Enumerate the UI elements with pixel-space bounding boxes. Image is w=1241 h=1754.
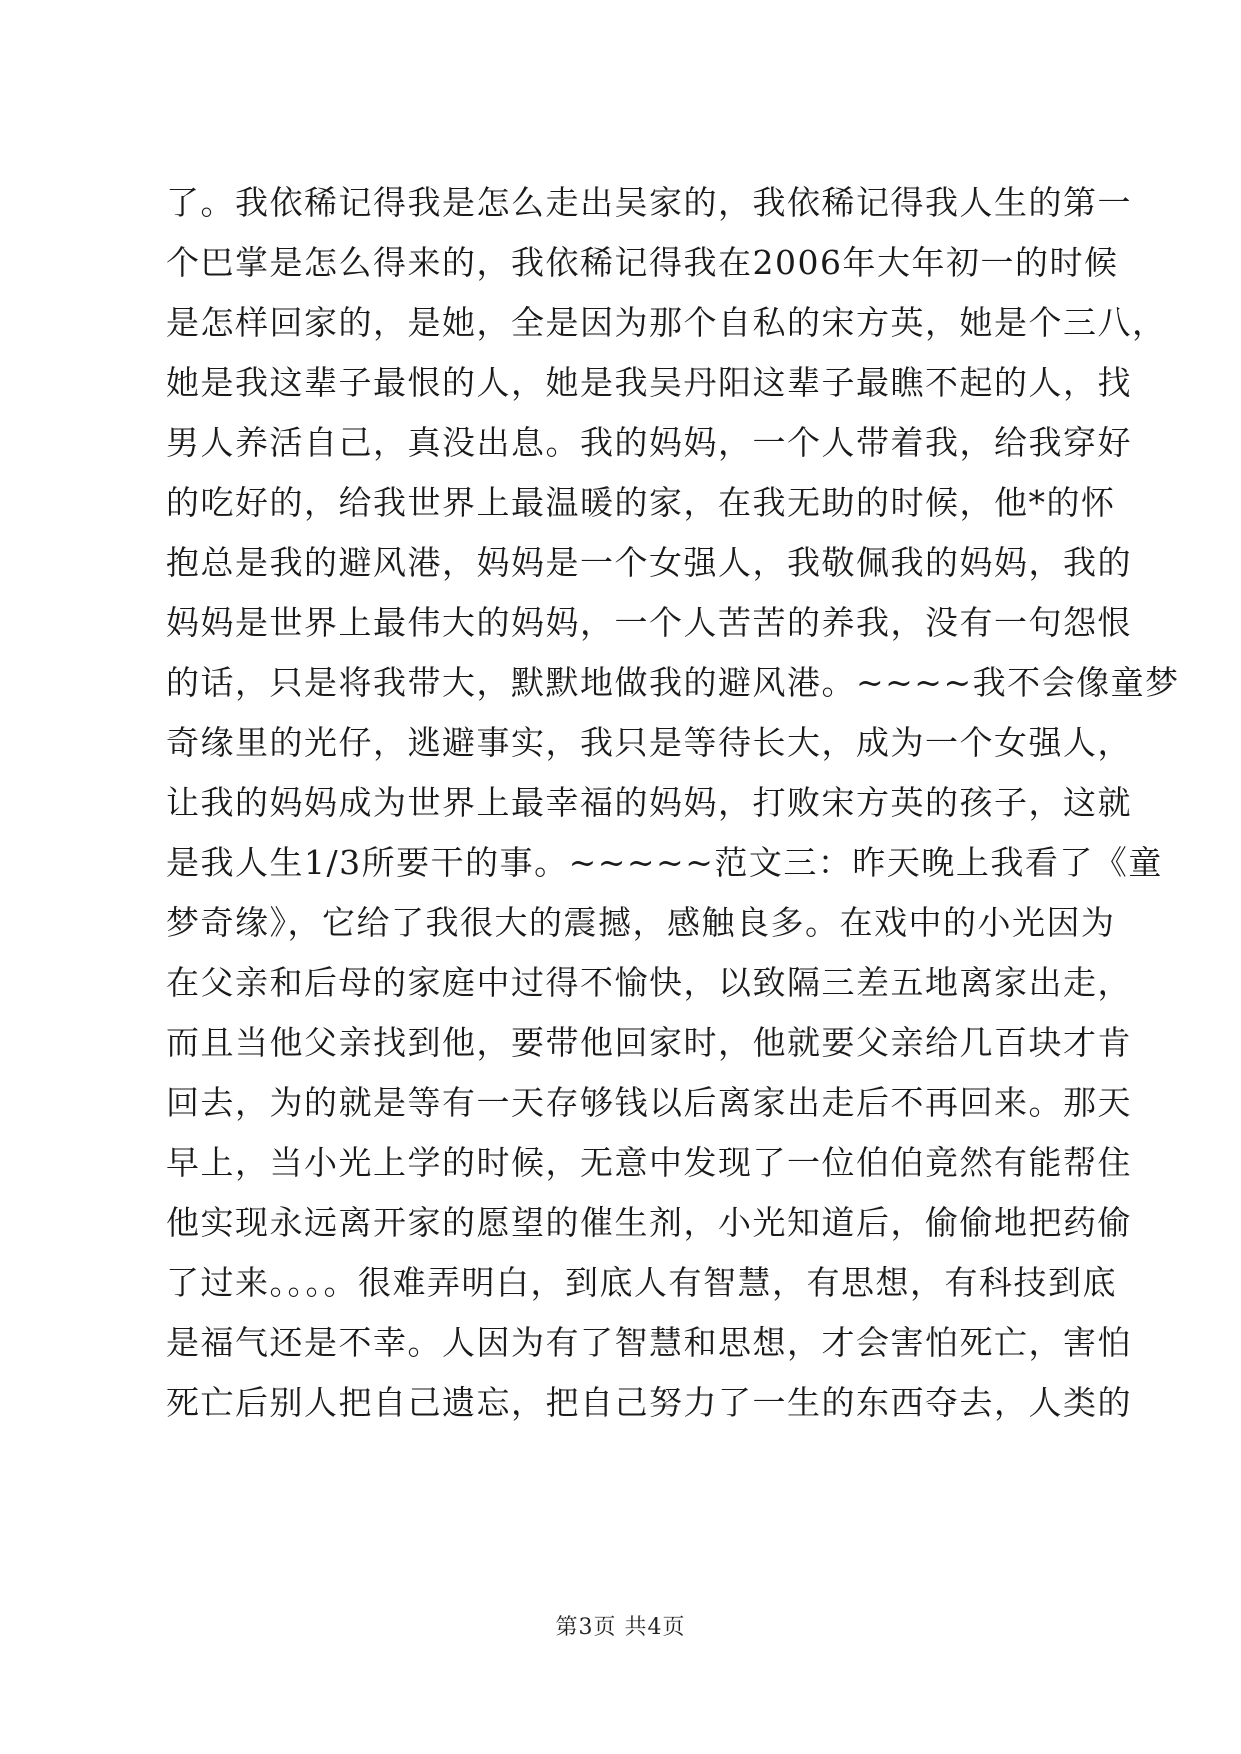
text-line: 抱总是我的避风港，妈妈是一个女强人，我敬佩我的妈妈，我的 (166, 543, 1132, 582)
text-line: 的话，只是将我带大，默默地做我的避风港。~~~~我不会像童梦 (166, 663, 1180, 702)
text-line: 了过来。。。。很难弄明白，到底人有智慧，有思想，有科技到底 (166, 1263, 1117, 1302)
text-line: 早上，当小光上学的时候，无意中发现了一位伯伯竟然有能帮住 (166, 1143, 1132, 1182)
text-line: 回去，为的就是等有一天存够钱以后离家出走后不再回来。那天 (166, 1083, 1132, 1122)
text-line: 个巴掌是怎么得来的，我依稀记得我在2006年大年初一的时候 (166, 243, 1119, 282)
text-line: 死亡后别人把自己遗忘，把自己努力了一生的东西夺去，人类的 (166, 1383, 1132, 1422)
text-line: 是怎样回家的，是她，全是因为那个自私的宋方英，她是个三八， (166, 303, 1167, 342)
text-line: 让我的妈妈成为世界上最幸福的妈妈，打败宋方英的孩子，这就 (166, 783, 1132, 822)
text-line: 在父亲和后母的家庭中过得不愉快，以致隔三差五地离家出走， (166, 963, 1132, 1002)
text-line: 梦奇缘》，它给了我很大的震撼，感触良多。在戏中的小光因为 (166, 903, 1116, 942)
text-line: 而且当他父亲找到他，要带他回家时，他就要父亲给几百块才肯 (166, 1023, 1132, 1062)
text-line: 他实现永远离开家的愿望的催生剂，小光知道后，偷偷地把药偷 (166, 1203, 1132, 1242)
text-line: 妈妈是世界上最伟大的妈妈，一个人苦苦的养我，没有一句怨恨 (166, 603, 1132, 642)
text-line: 是我人生1/3所要干的事。~~~~~范文三：昨天晚上我看了《童 (166, 843, 1163, 882)
text-line: 的吃好的，给我世界上最温暖的家，在我无助的时候，他*的怀 (166, 483, 1116, 522)
text-line: 是福气还是不幸。人因为有了智慧和思想，才会害怕死亡，害怕 (166, 1323, 1132, 1362)
page-number-footer: 第3页 共4页 (555, 1615, 686, 1640)
text-line: 奇缘里的光仔，逃避事实，我只是等待长大，成为一个女强人， (166, 723, 1132, 762)
text-line: 了。我依稀记得我是怎么走出吴家的，我依稀记得我人生的第一 (166, 183, 1132, 222)
text-line: 她是我这辈子最恨的人，她是我吴丹阳这辈子最瞧不起的人，找 (166, 363, 1132, 402)
text-line: 男人养活自己，真没出息。我的妈妈，一个人带着我，给我穿好 (166, 423, 1132, 462)
